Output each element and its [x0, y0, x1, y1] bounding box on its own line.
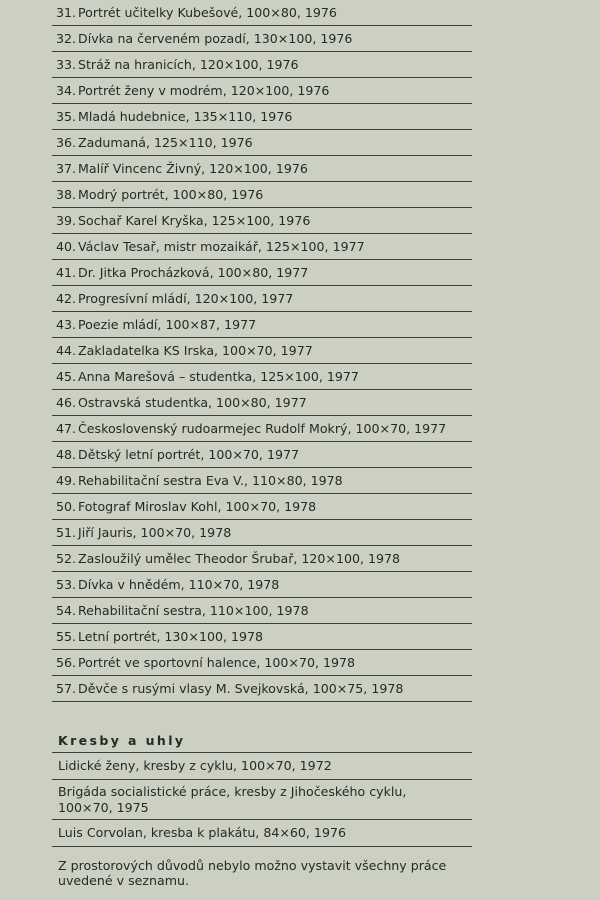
item-number: 41.: [56, 265, 77, 280]
list-item: [52, 156, 472, 182]
list-item: [52, 208, 472, 234]
footnote: [58, 858, 478, 888]
item-text: Letní portrét, 130×100, 1978: [78, 629, 264, 644]
list-item: [52, 104, 472, 130]
list-item: [52, 624, 472, 650]
item-text: Fotograf Miroslav Kohl, 100×70, 1978: [78, 499, 317, 514]
list-item: [52, 442, 472, 468]
list-item: [52, 286, 472, 312]
item-number: 33.: [56, 57, 77, 72]
item-text: Malíř Vincenc Živný, 120×100, 1976: [78, 161, 308, 176]
list-item: [52, 78, 472, 104]
item-text: Československý rudoarmejec Rudolf Mokrý, 100×70, 1977: [78, 421, 447, 436]
item-number: 57.: [56, 681, 77, 696]
drawings-list: [52, 752, 472, 847]
list-item: [52, 572, 472, 598]
footnote-line: uvedené v seznamu.: [58, 873, 189, 888]
item-text: Jiří Jauris, 100×70, 1978: [78, 525, 232, 540]
item-text: Dětský letní portrét, 100×70, 1977: [78, 447, 299, 462]
item-number: 35.: [56, 109, 77, 124]
item-number: 32.: [56, 31, 77, 46]
item-text: Rehabilitační sestra Eva V., 110×80, 1978: [78, 473, 343, 488]
item-number: 55.: [56, 629, 77, 644]
item-text: Děvče s rusými vlasy M. Svejkovská, 100×75, 1978: [78, 681, 404, 696]
item-number: 38.: [56, 187, 77, 202]
item-text: Anna Marešová – studentka, 125×100, 1977: [78, 369, 359, 384]
item-text: Mladá hudebnice, 135×110, 1976: [78, 109, 293, 124]
list-item: [52, 676, 472, 702]
item-text: Sochař Karel Kryška, 125×100, 1976: [78, 213, 311, 228]
list-item: [52, 26, 472, 52]
list-item: [52, 52, 472, 78]
item-number: 31.: [56, 5, 77, 20]
list-item: [52, 468, 472, 494]
item-number: 49.: [56, 473, 77, 488]
list-item: [52, 598, 472, 624]
item-text: Portrét učitelky Kubešové, 100×80, 1976: [78, 5, 337, 20]
item-text: Modrý portrét, 100×80, 1976: [78, 187, 264, 202]
list-item: [52, 546, 472, 572]
list-item: [52, 364, 472, 390]
list-item: [52, 520, 472, 546]
item-text-continued: 100×70, 1975: [58, 800, 149, 815]
item-number: 45.: [56, 369, 77, 384]
item-number: 34.: [56, 83, 77, 98]
item-text: Portrét ve sportovní halence, 100×70, 1978: [78, 655, 356, 670]
item-number: 44.: [56, 343, 77, 358]
list-item: [52, 390, 472, 416]
item-text: Václav Tesař, mistr mozaikář, 125×100, 1977: [78, 239, 365, 254]
item-text: Zakladatelka KS Irska, 100×70, 1977: [78, 343, 313, 358]
item-text: Stráž na hranicích, 120×100, 1976: [78, 57, 299, 72]
item-number: 56.: [56, 655, 77, 670]
item-number: 50.: [56, 499, 77, 514]
item-text: Rehabilitační sestra, 110×100, 1978: [78, 603, 309, 618]
list-item: [52, 753, 472, 780]
item-number: 42.: [56, 291, 77, 306]
item-text: Brigáda socialistické práce, kresby z Jihočeského cyklu,: [58, 784, 407, 799]
item-text: Lidické ženy, kresby z cyklu, 100×70, 1972: [58, 758, 332, 773]
list-item: [52, 260, 472, 286]
item-number: 53.: [56, 577, 77, 592]
item-number: 52.: [56, 551, 77, 566]
list-item: [52, 338, 472, 364]
list-item: [52, 416, 472, 442]
item-text: Zadumaná, 125×110, 1976: [78, 135, 253, 150]
footnote-line: Z prostorových důvodů nebylo možno vystavit všechny práce: [58, 858, 447, 873]
item-number: 40.: [56, 239, 77, 254]
item-number: 43.: [56, 317, 77, 332]
item-number: 36.: [56, 135, 77, 150]
item-text: Dívka na červeném pozadí, 130×100, 1976: [78, 31, 353, 46]
section-heading: Kresby a uhly: [58, 733, 186, 748]
list-item: [52, 182, 472, 208]
item-text: Poezie mládí, 100×87, 1977: [78, 317, 257, 332]
item-number: 37.: [56, 161, 77, 176]
list-item: [52, 130, 472, 156]
list-item: [52, 780, 472, 820]
item-number: 51.: [56, 525, 77, 540]
list-item: [52, 0, 472, 26]
item-text: Dívka v hnědém, 110×70, 1978: [78, 577, 280, 592]
list-item: [52, 650, 472, 676]
item-text: Ostravská studentka, 100×80, 1977: [78, 395, 307, 410]
item-number: 47.: [56, 421, 77, 436]
item-text: Luis Corvolan, kresba k plakátu, 84×60, 1976: [58, 825, 346, 840]
list-item: [52, 234, 472, 260]
item-number: 46.: [56, 395, 77, 410]
list-item: [52, 312, 472, 338]
works-list: [52, 0, 472, 702]
item-text: Portrét ženy v modrém, 120×100, 1976: [78, 83, 330, 98]
list-item: [52, 820, 472, 847]
item-number: 48.: [56, 447, 77, 462]
item-text: Dr. Jitka Procházková, 100×80, 1977: [78, 265, 309, 280]
item-number: 39.: [56, 213, 77, 228]
list-item: [52, 494, 472, 520]
item-text: Zasloužilý umělec Theodor Šrubař, 120×100, 1978: [78, 551, 401, 566]
item-number: 54.: [56, 603, 77, 618]
item-text: Progresívní mládí, 120×100, 1977: [78, 291, 294, 306]
